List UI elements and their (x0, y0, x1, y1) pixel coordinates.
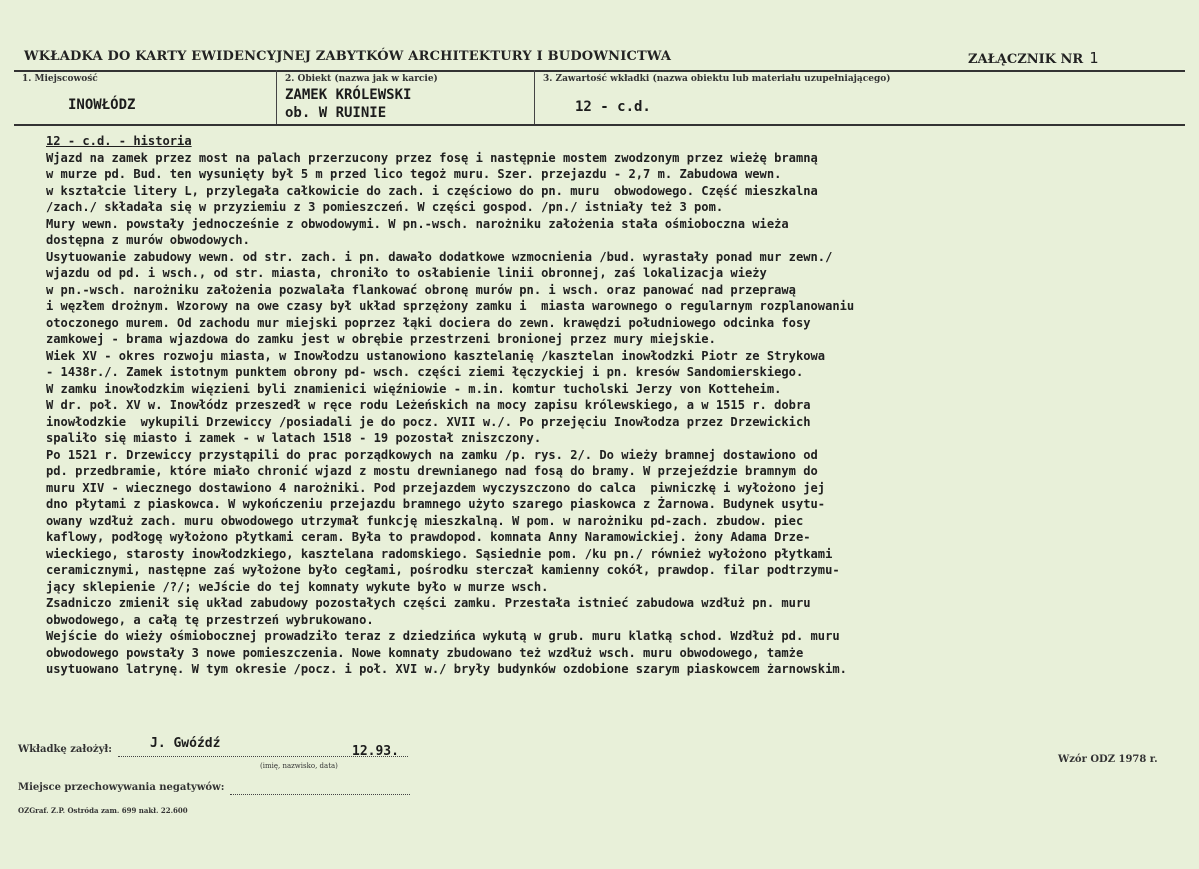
text-line: Po 1521 r. Drzewiccy przystąpili do prac porządkowych na zamku /p. rys. 2/. Do wieży bramnej dostawiono od (46, 447, 818, 462)
object-field (276, 70, 535, 124)
storage-label: Miejsce przechowywania negatywów: (18, 782, 225, 793)
text-line: i węzłem drożnym. Wzorowy na owe czasy był układ sprzężony zamku i miasta warownego o regularnym rozplanowaniu (46, 299, 855, 313)
text-line: inowłodzkie wykupili Drzewiccy /posiadali je do pocz. XVII w./. Po przejęciu Inowłodza przez Drzewickich (46, 414, 811, 429)
prepared-date: 12.93. (352, 744, 399, 759)
section-heading: 12 - c.d. - historia (46, 134, 192, 148)
object-label: 2. Obiekt (nazwa jak w karcie) (285, 74, 438, 84)
text-line: w kształcie litery L, przylegała całkowicie do zach. i częściowo do pn. muru obwodowego. Część mieszkalna (46, 183, 818, 198)
object-value-line-1: ZAMEK KRÓLEWSKI (285, 87, 412, 103)
annex-number (968, 49, 1098, 67)
text-line: w murze pd. Bud. ten wysunięty był 5 m przed lico tegoż muru. Szer. przejazdu - 2,7 m. Zabudowa wewn. (46, 167, 782, 181)
content-field (534, 70, 1185, 124)
text-line: obwodowego powstały 3 nowe pomieszczenia. Nowe komnaty zbudowano też wzdłuż wsch. muru obwodowego, tamże (46, 645, 804, 660)
text-line: zamkowej - brama wjazdowa do zamku jest w obrębie przestrzeni bronionej przez mury miejskie. (46, 332, 716, 346)
text-line: W zamku inowłodzkim więzieni byli znamienici więźniowie - m.in. komtur tucholski Jerzy von Kotteheim. (46, 381, 782, 396)
print-info: OZGraf. Z.P. Ostróda zam. 699 nakł. 22.600 (18, 806, 188, 815)
text-line: Usytuowanie zabudowy wewn. od str. zach. i pn. dawało dodatkowe wzmocnienia /bud. wyrastały ponad mur zewn./ (46, 249, 833, 264)
prepared-by-name: J. Gwóźdź (150, 736, 221, 751)
storage-line (230, 794, 410, 795)
annex-number-value: 1 (1089, 49, 1099, 67)
locality-value: INOWŁÓDZ (68, 97, 136, 113)
header-fields (14, 70, 1185, 124)
text-line: dno płytami z piaskowca. W wykończeniu przejazdu bramnego użyto szarego piaskowca z Żarnowa. Budynek usytu- (46, 497, 826, 511)
text-line: wjazdu od pd. i wsch., od str. miasta, chroniło to osłabienie linii obronnej, zaś lokalizacja wieży (46, 266, 767, 280)
text-line: Wiek XV - okres rozwoju miasta, w Inowłodzu ustanowiono kasztelanię /kasztelan inowłodzki Piotr ze Strykowa (46, 348, 826, 363)
text-line: owany wzdłuż zach. muru obwodowego utrzymał funkcję mieszkalną. W pom. w narożniku pd-zach. zbudow. piec (46, 513, 804, 528)
text-line: Wejście do wieży ośmiobocznej prowadziło teraz z dziedzińca wykutą w grub. muru klatką schod. Wzdłuż pd. muru (46, 629, 840, 643)
prepared-by-label: Wkładkę założył: (18, 744, 112, 755)
text-line: Zsadniczo zmienił się układ zabudowy pozostałych części zamku. Przestała istnieć zabudowa wzdłuż pn. muru (46, 596, 811, 610)
locality-field (14, 70, 276, 124)
prepared-by-note: (imię, nazwisko, data) (260, 762, 338, 770)
text-line: muru XIV - wiecznego dostawiono 4 narożniki. Pod przejazdem wyczyszczono do calca piwniczkę i wyłożono jej (46, 480, 826, 495)
text-line: pd. przedbramie, które miało chronić wjazd z mostu drewnianego nad fosą do bramy. W przejeździe bramnym do (46, 464, 818, 478)
text-line: W dr. poł. XV w. Inowłódz przeszedł w ręce rodu Leżeńskich na mocy zapisu królewskiego, a w 1515 r. dobra (46, 398, 811, 412)
text-line: jący sklepienie /?/; weJście do tej komnaty wykute było w murze wsch. (46, 579, 549, 594)
text-line: wieckiego, starosty inowłodzkiego, kasztelana radomskiego. Sąsiednie pom. /ku pn./ również wyłożono płytkami (46, 546, 833, 561)
text-line: w pn.-wsch. narożniku założenia pozwalała flankować obronę murów pn. i wsch. oraz panować nad przeprawą (46, 282, 796, 297)
text-line: usytuowano latrynę. W tym okresie /pocz. i poł. XVI w./ bryły budynków ozdobione szarym piaskowcem żarnowskim. (46, 662, 847, 676)
content-value: 12 - c.d. (575, 99, 651, 115)
object-value-line-2: ob. W RUINIE (285, 105, 387, 121)
middle-divider (14, 124, 1185, 126)
card-title: WKŁADKA DO KARTY EWIDENCYJNEJ ZABYTKÓW ARCHITEKTURY I BUDOWNICTWA (24, 49, 672, 64)
locality-label: 1. Miejscowość (22, 74, 98, 84)
form-pattern: Wzór ODZ 1978 r. (1058, 754, 1158, 765)
text-line: dostępna z murów obwodowych. (46, 233, 250, 247)
text-line: Mury wewn. powstały jednocześnie z obwodowymi. W pn.-wsch. narożniku założenia stała ośmioboczna wieża (46, 216, 789, 231)
text-line: otoczonego murem. Od zachodu mur miejski poprzez łąki dociera do zewn. krawędzi południowego odcinka fosy (46, 315, 811, 330)
text-line: - 1438r./. Zamek istotnym punktem obrony pd- wsch. części ziemi łęczyckiej i pn. kresów Sandomierskiego. (46, 365, 804, 379)
text-line: kaflowy, podłogę wyłożono płytkami ceram. Była to prawdopod. komnata Anny Naramowickiej. żony Adama Drze- (46, 530, 811, 544)
annex-label: ZAŁĄCZNIK NR (968, 52, 1084, 67)
text-line: ceramicznymi, następne zaś wyłożone było cegłami, pośrodku sterczał kamienny cokół, prawdop. filar podtrzymu- (46, 563, 840, 577)
text-line: /zach./ składała się w przyziemiu z 3 pomieszczeń. W części gospod. /pn./ istniały też 3 pom. (46, 200, 724, 214)
content-label: 3. Zawartość wkładki (nazwa obiektu lub materiału uzupełniającego) (543, 74, 891, 84)
text-line: obwodowego, a całą tę przestrzeń wybrukowano. (46, 612, 374, 627)
history-text (46, 133, 1191, 678)
text-line: Wjazd na zamek przez most na palach przerzucony przez fosę i następnie mostem zwodzonym przez wieżę bramną (46, 150, 818, 165)
text-line: spaliło się miasto i zamek - w latach 1518 - 19 pozostał zniszczony. (46, 431, 542, 445)
